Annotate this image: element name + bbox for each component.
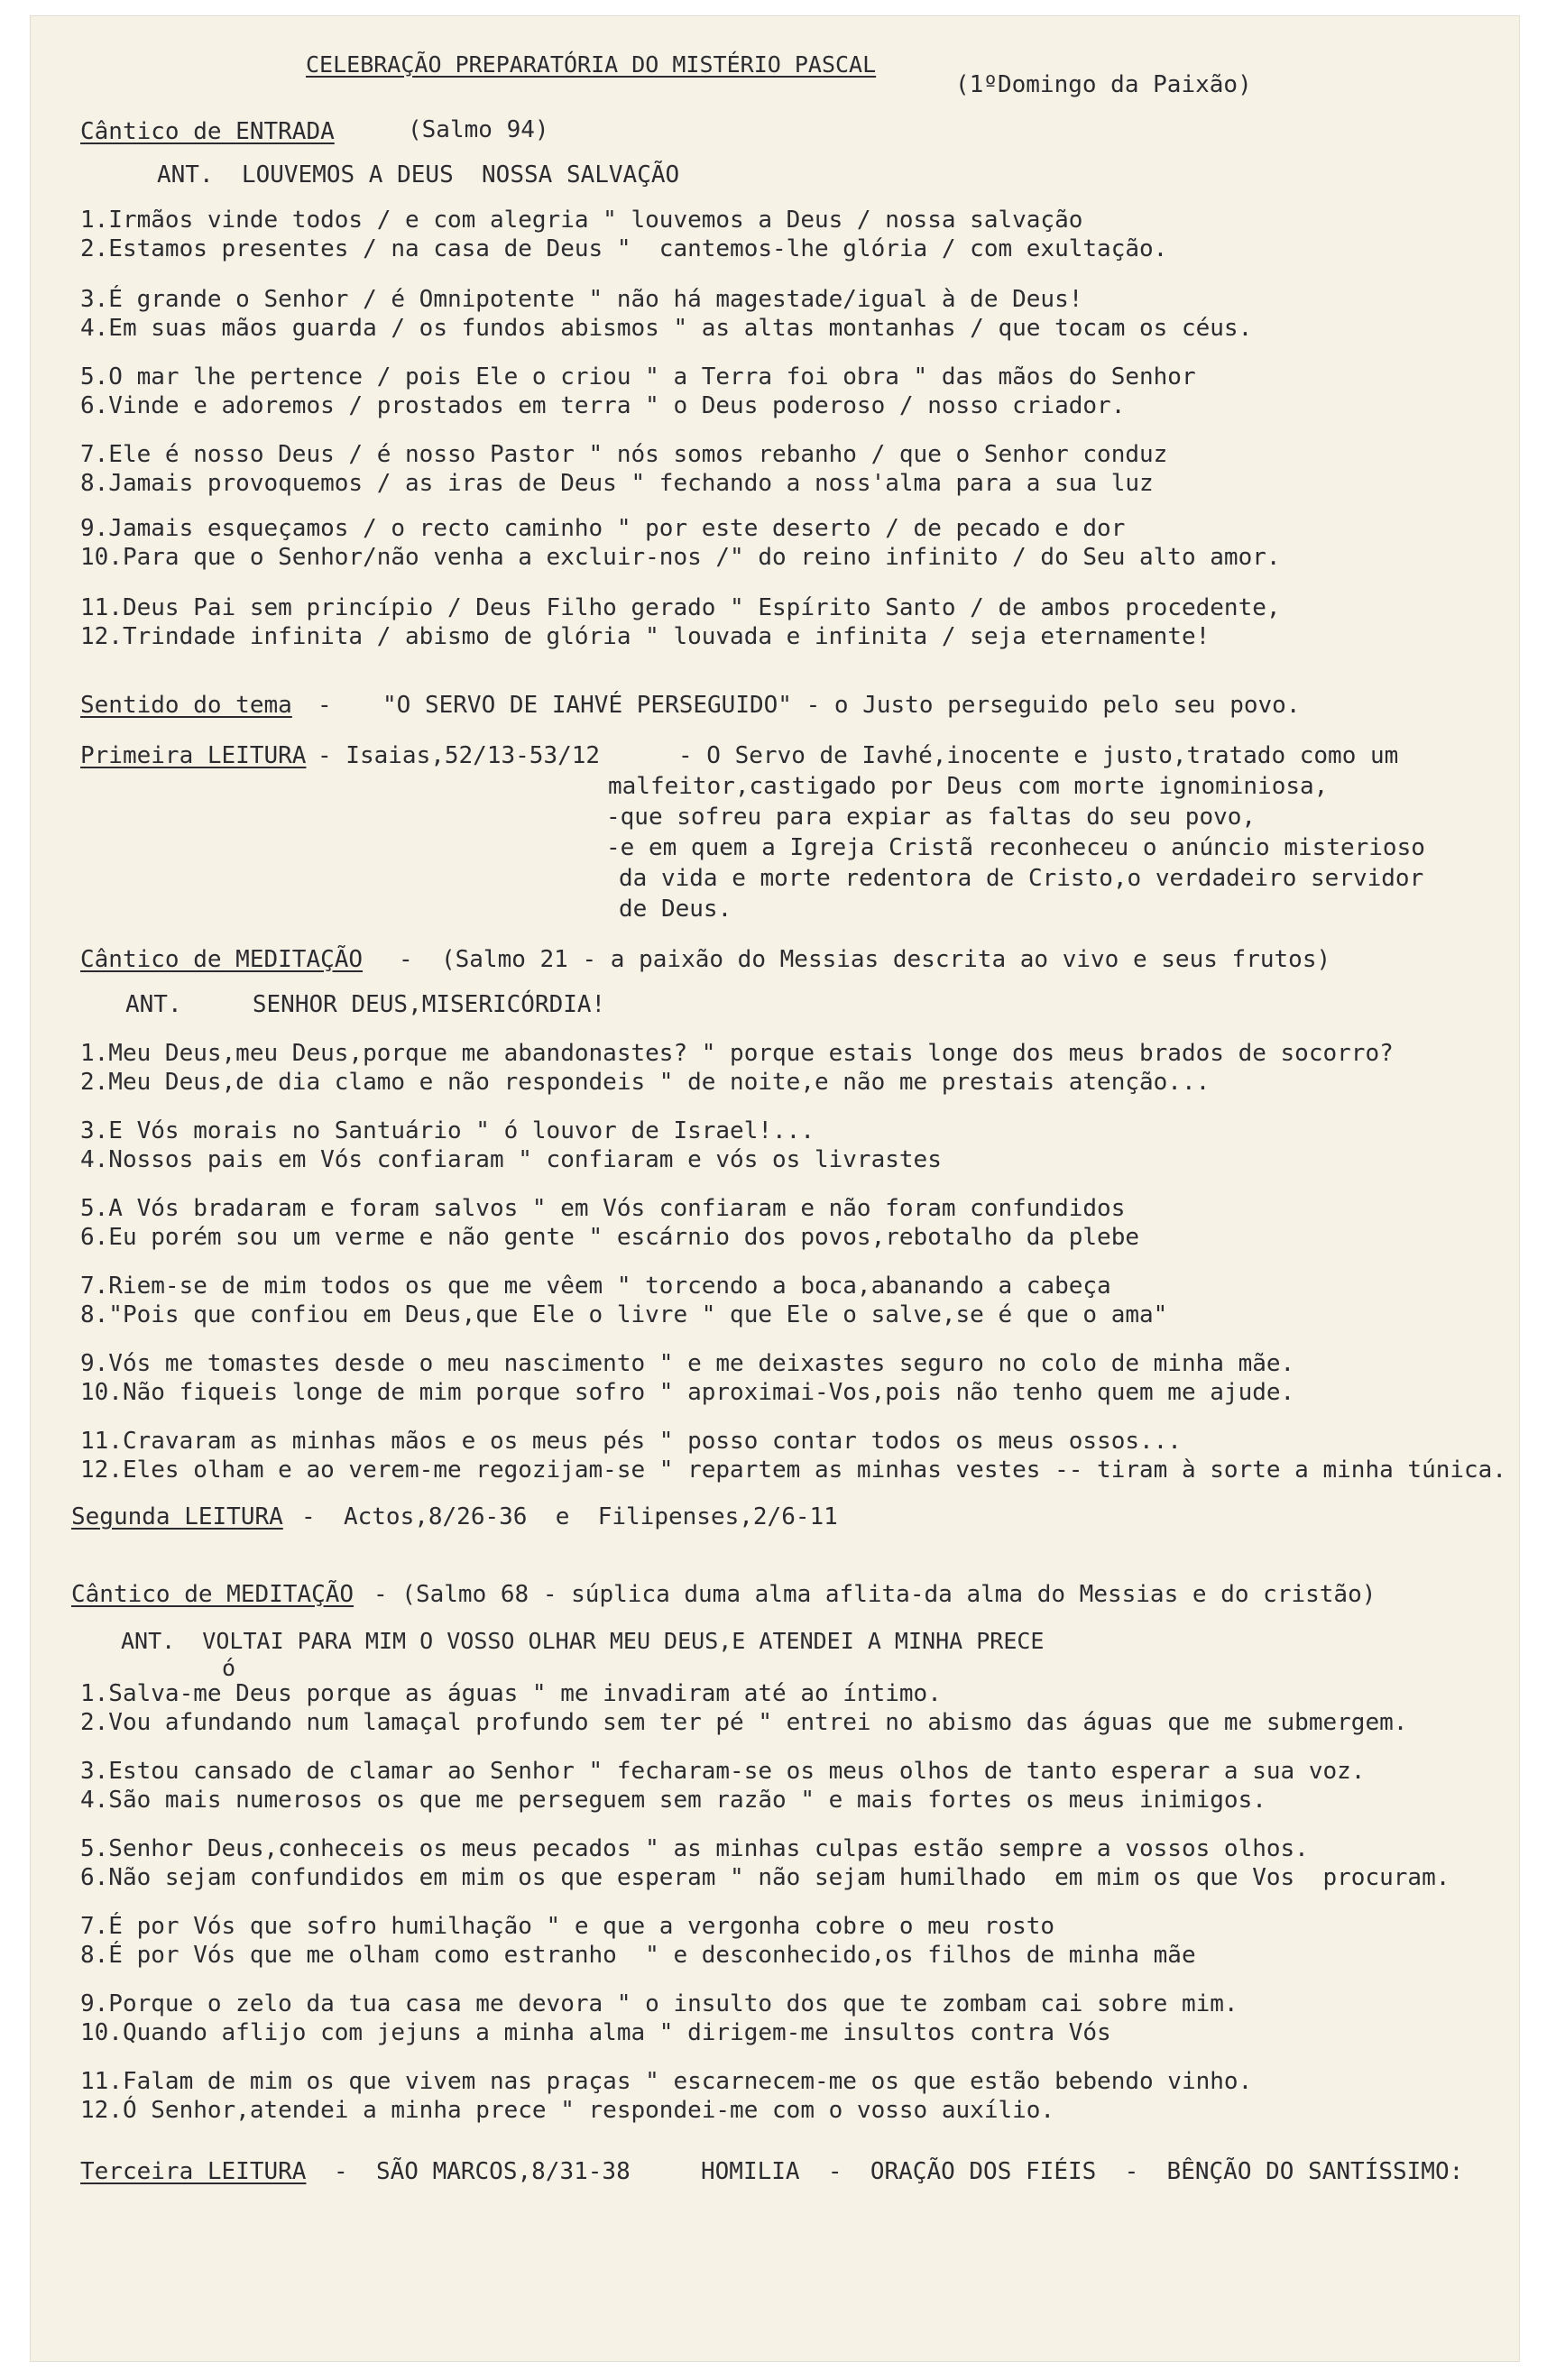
verse-line: 11.Falam de mim os que vivem nas praças " escarnecem-me os que estão bebendo vinho. bbox=[80, 2068, 1253, 2095]
verse-line: 9.Porque o zelo da tua casa me devora " o insulto dos que te zombam cai sobre mim. bbox=[80, 1990, 1238, 2017]
verse-line: 11.Deus Pai sem princípio / Deus Filho gerado " Espírito Santo / de ambos procedente, bbox=[80, 594, 1281, 621]
verse-line: 12.Eles olham e ao verem-me regozijam-se " repartem as minhas vestes -- tiram à sorte a minha túnica. bbox=[80, 1456, 1506, 1484]
entrada-psalm: (Salmo 94) bbox=[408, 116, 549, 143]
section-heading-primeira: Primeira LEITURA bbox=[80, 742, 307, 769]
meditacao-1-desc: - (Salmo 21 - a paixão do Messias descrita ao vivo e seus frutos) bbox=[399, 946, 1331, 973]
reading-line: - O Servo de Iavhé,inocente e justo,tratado como um bbox=[678, 742, 1399, 769]
verse-line: 2.Estamos presentes / na casa de Deus " cantemos-lhe glória / com exultação. bbox=[80, 235, 1168, 262]
document-page bbox=[31, 16, 1519, 2361]
reading-line: -que sofreu para expiar as faltas do seu povo, bbox=[606, 804, 1257, 831]
verse-line: 10.Não fiqueis longe de mim porque sofro " aproximai-Vos,pois não tenho quem me ajude. bbox=[80, 1379, 1295, 1406]
meditacao-1-antiphon: ANT. SENHOR DEUS,MISERICÓRDIA! bbox=[125, 991, 606, 1018]
verse-line: 2.Meu Deus,de dia clamo e não respondeis " de noite,e não me prestais atenção... bbox=[80, 1069, 1211, 1096]
tema-text: "O SERVO DE IAHVÉ PERSEGUIDO" - o Justo perseguido pelo seu povo. bbox=[382, 692, 1301, 719]
verse-line: 7.Ele é nosso Deus / é nosso Pastor " nós somos rebanho / que o Senhor conduz bbox=[80, 441, 1168, 468]
verse-line: 2.Vou afundando num lamaçal profundo sem ter pé " entrei no abismo das águas que me submergem. bbox=[80, 1709, 1408, 1736]
verse-line: 7.É por Vós que sofro humilhação " e que a vergonha cobre o meu rosto bbox=[80, 1913, 1055, 1940]
section-heading-segunda: Segunda LEITURA bbox=[71, 1503, 283, 1530]
verse-line: 3.E Vós morais no Santuário " ó louvor de Israel!... bbox=[80, 1117, 815, 1144]
segunda-text: - Actos,8/26-36 e Filipenses,2/6-11 bbox=[301, 1503, 838, 1530]
primeira-ref: - Isaias,52/13-53/12 bbox=[318, 742, 601, 769]
reading-line: de Deus. bbox=[619, 896, 732, 923]
section-heading-entrada: Cântico de ENTRADA bbox=[80, 118, 335, 145]
verse-line: 8.É por Vós que me olham como estranho " e desconhecido,os filhos de minha mãe bbox=[80, 1942, 1196, 1969]
verse-line: 12.Ó Senhor,atendei a minha prece " respondei-me com o vosso auxílio. bbox=[80, 2097, 1055, 2124]
verse-line: 12.Trindade infinita / abismo de glória " louvada e infinita / seja eternamente! bbox=[80, 623, 1211, 650]
verse-line: 7.Riem-se de mim todos os que me vêem " torcendo a boca,abanando a cabeça bbox=[80, 1273, 1111, 1300]
verse-line: 1.Irmãos vinde todos / e com alegria " louvemos a Deus / nossa salvação bbox=[80, 207, 1083, 234]
verse-line: 1.Meu Deus,meu Deus,porque me abandonastes? " porque estais longe dos meus brados de socorro? bbox=[80, 1040, 1394, 1067]
verse-line: 5.A Vós bradaram e foram salvos " em Vós confiaram e não foram confundidos bbox=[80, 1195, 1126, 1222]
verse-line: 6.Vinde e adoremos / prostados em terra " o Deus poderoso / nosso criador. bbox=[80, 392, 1126, 419]
verse-line: 4.Nossos pais em Vós confiaram " confiaram e vós os livrastes bbox=[80, 1146, 942, 1173]
meditacao-2-antiphon: ANT. VOLTAI PARA MIM O VOSSO OLHAR MEU DEUS,E ATENDEI A MINHA PRECE bbox=[121, 1628, 1045, 1654]
tema-dash: - bbox=[318, 692, 332, 719]
verse-line: 11.Cravaram as minhas mãos e os meus pés " posso contar todos os meus ossos... bbox=[80, 1428, 1182, 1455]
verse-line: 10.Para que o Senhor/não venha a excluir-nos /" do reino infinito / do Seu alto amor. bbox=[80, 544, 1281, 571]
section-heading-meditacao-1: Cântico de MEDITAÇÃO bbox=[80, 946, 364, 973]
document-title: CELEBRAÇÃO PREPARATÓRIA DO MISTÉRIO PASCAL bbox=[306, 51, 877, 78]
verse-line: 8.Jamais provoquemos / as iras de Deus " fechando a noss'alma para a sua luz bbox=[80, 470, 1154, 497]
reading-line: da vida e morte redentora de Cristo,o verdadeiro servidor bbox=[619, 865, 1424, 892]
meditacao-2-desc: - (Salmo 68 - súplica duma alma aflita-da alma do Messias e do cristão) bbox=[373, 1581, 1376, 1608]
verse-line: 3.Estou cansado de clamar ao Senhor " fecharam-se os meus olhos de tanto esperar a sua voz. bbox=[80, 1758, 1366, 1785]
document-date: (1ºDomingo da Paixão) bbox=[955, 71, 1252, 98]
section-heading-terceira: Terceira LEITURA bbox=[80, 2158, 307, 2185]
verse-line: 10.Quando aflijo com jejuns a minha alma " dirigem-me insultos contra Vós bbox=[80, 2019, 1111, 2046]
verse-line: 3.É grande o Senhor / é Omnipotente " não há magestade/igual à de Deus! bbox=[80, 286, 1083, 313]
reading-line: -e em quem a Igreja Cristã reconheceu o anúncio misterioso bbox=[606, 834, 1425, 861]
verse-line: 1.Salva-me Deus porque as águas " me invadiram até ao íntimo. bbox=[80, 1680, 942, 1707]
verse-line: 6.Eu porém sou um verme e não gente " escárnio dos povos,rebotalho da plebe bbox=[80, 1224, 1139, 1251]
verse-line: 5.Senhor Deus,conheceis os meus pecados " as minhas culpas estão sempre a vossos olhos. bbox=[80, 1835, 1309, 1862]
verse-line: 4.Em suas mãos guarda / os fundos abismos " as altas montanhas / que tocam os céus. bbox=[80, 315, 1253, 342]
verse-line: 9.Vós me tomastes desde o meu nascimento " e me deixastes seguro no colo de minha mãe. bbox=[80, 1350, 1295, 1377]
reading-line: malfeitor,castigado por Deus com morte ignominiosa, bbox=[608, 773, 1329, 800]
verse-line: 4.São mais numerosos os que me perseguem sem razão " e mais fortes os meus inimigos. bbox=[80, 1787, 1266, 1814]
section-heading-meditacao-2: Cântico de MEDITAÇÃO bbox=[71, 1581, 354, 1608]
entrada-antiphon: ANT. LOUVEMOS A DEUS NOSSA SALVAÇÃO bbox=[157, 161, 680, 188]
terceira-text: - SÃO MARCOS,8/31-38 HOMILIA - ORAÇÃO DOS FIÉIS - BÊNÇÃO DO SANTÍSSIMO: bbox=[334, 2158, 1464, 2185]
verse-line: 5.O mar lhe pertence / pois Ele o criou " a Terra foi obra " das mãos do Senhor bbox=[80, 363, 1196, 391]
section-heading-tema: Sentido do tema bbox=[80, 692, 292, 719]
verse-line: 9.Jamais esqueçamos / o recto caminho " por este deserto / de pecado e dor bbox=[80, 515, 1126, 542]
accent-mark: ó bbox=[222, 1655, 236, 1681]
verse-line: 6.Não sejam confundidos em mim os que esperam " não sejam humilhado em mim os que Vos procuram. bbox=[80, 1864, 1450, 1891]
verse-line: 8."Pois que confiou em Deus,que Ele o livre " que Ele o salve,se é que o ama" bbox=[80, 1301, 1168, 1328]
